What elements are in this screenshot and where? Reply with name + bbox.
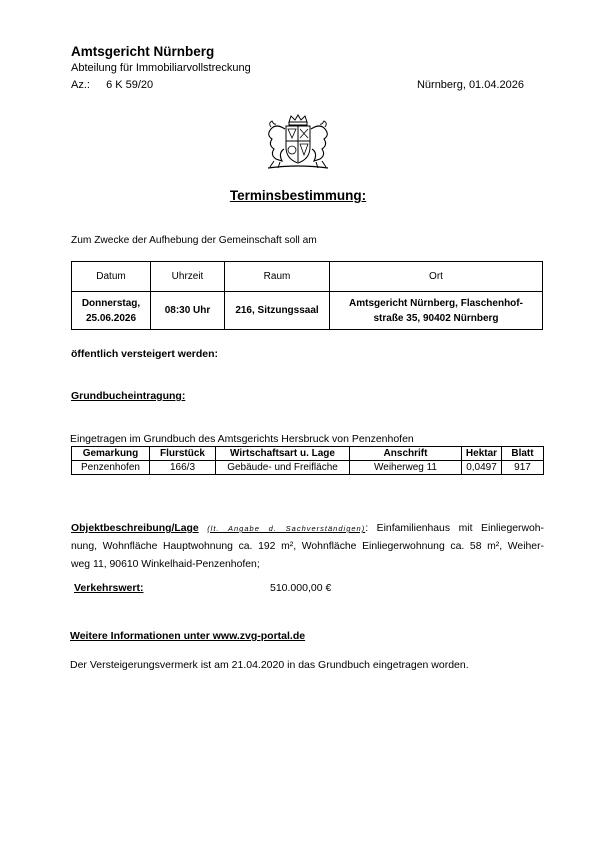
header-anschrift: Anschrift: [350, 447, 462, 461]
cell-blatt: 917: [502, 461, 544, 475]
object-description-text1: : Einfamilienhaus mit Einliegerwoh-: [365, 523, 544, 534]
header-blatt: Blatt: [502, 447, 544, 461]
page-title: Terminsbestimmung:: [229, 188, 367, 203]
appointment-time: 08:30 Uhr: [151, 292, 225, 330]
cell-anschrift: Weiherweg 11: [350, 461, 462, 475]
header-flurstueck: Flurstück: [150, 447, 216, 461]
appointment-place: [330, 292, 543, 330]
appointment-room: 216, Sitzungssaal: [225, 292, 330, 330]
object-description: [71, 520, 544, 574]
table-row: [72, 461, 544, 475]
object-description-label: Objektbeschreibung/Lage: [71, 523, 199, 534]
object-description-line3: weg 11, 90610 Winkelhaid-Penzenhofen;: [71, 559, 260, 570]
header-raum: Raum: [225, 262, 330, 292]
file-reference-label: Az.:: [71, 79, 90, 91]
object-description-line1: [71, 520, 544, 538]
cell-hektar: 0,0497: [462, 461, 502, 475]
file-reference: [71, 79, 153, 91]
court-name: Amtsgericht Nürnberg: [71, 44, 215, 59]
appointment-place-line1: Amtsgericht Nürnberg, Flaschenhof-: [349, 297, 523, 309]
intro-text: Zum Zwecke der Aufhebung der Gemeinschaft soll am: [71, 235, 317, 246]
object-description-line2: nung, Wohnfläche Hauptwohnung ca. 192 m², Wohnfläche Einliegerwohnung ca. 58 m², Weiher-: [71, 541, 544, 552]
appointment-table: [71, 261, 543, 330]
header-hektar: Hektar: [462, 447, 502, 461]
cell-gemarkung: Penzenhofen: [72, 461, 150, 475]
header-datum: Datum: [72, 262, 151, 292]
market-value-label: Verkehrswert:: [74, 582, 144, 594]
more-info-link[interactable]: Weitere Informationen unter www.zvg-portal.de: [70, 630, 306, 642]
auction-note: Der Versteigerungsvermerk ist am 21.04.2020 in das Grundbuch eingetragen worden.: [70, 659, 469, 671]
market-value: 510.000,00 €: [270, 582, 332, 594]
header-ort: Ort: [330, 262, 543, 292]
file-reference-value: 6 K 59/20: [106, 79, 154, 91]
header-uhrzeit: Uhrzeit: [151, 262, 225, 292]
land-register-intro: Eingetragen im Grundbuch des Amtsgerichts Hersbruck von Penzenhofen: [70, 433, 414, 445]
cell-flurstueck: 166/3: [150, 461, 216, 475]
header-gemarkung: Gemarkung: [72, 447, 150, 461]
object-description-note: (lt. Angabe d. Sachverständigen): [207, 524, 366, 533]
land-register-table: [71, 446, 544, 475]
land-register-heading: Grundbucheintragung:: [71, 390, 186, 402]
cell-wirtschaftsart: Gebäude- und Freifläche: [216, 461, 350, 475]
bavarian-coat-of-arms-icon: [262, 113, 334, 171]
header-wirtschaftsart: Wirtschaftsart u. Lage: [216, 447, 350, 461]
appointment-header-row: [72, 262, 543, 292]
appointment-row: [72, 292, 543, 330]
appointment-day: 25.06.2026: [85, 312, 137, 324]
land-register-header-row: [72, 447, 544, 461]
place-date: Nürnberg, 01.04.2026: [416, 79, 524, 91]
auction-statement: öffentlich versteigert werden:: [71, 348, 219, 360]
appointment-weekday: Donnerstag,: [81, 297, 141, 309]
appointment-date: [72, 292, 151, 330]
appointment-place-line2: straße 35, 90402 Nürnberg: [373, 312, 499, 324]
court-department: Abteilung für Immobiliarvollstreckung: [71, 62, 251, 74]
